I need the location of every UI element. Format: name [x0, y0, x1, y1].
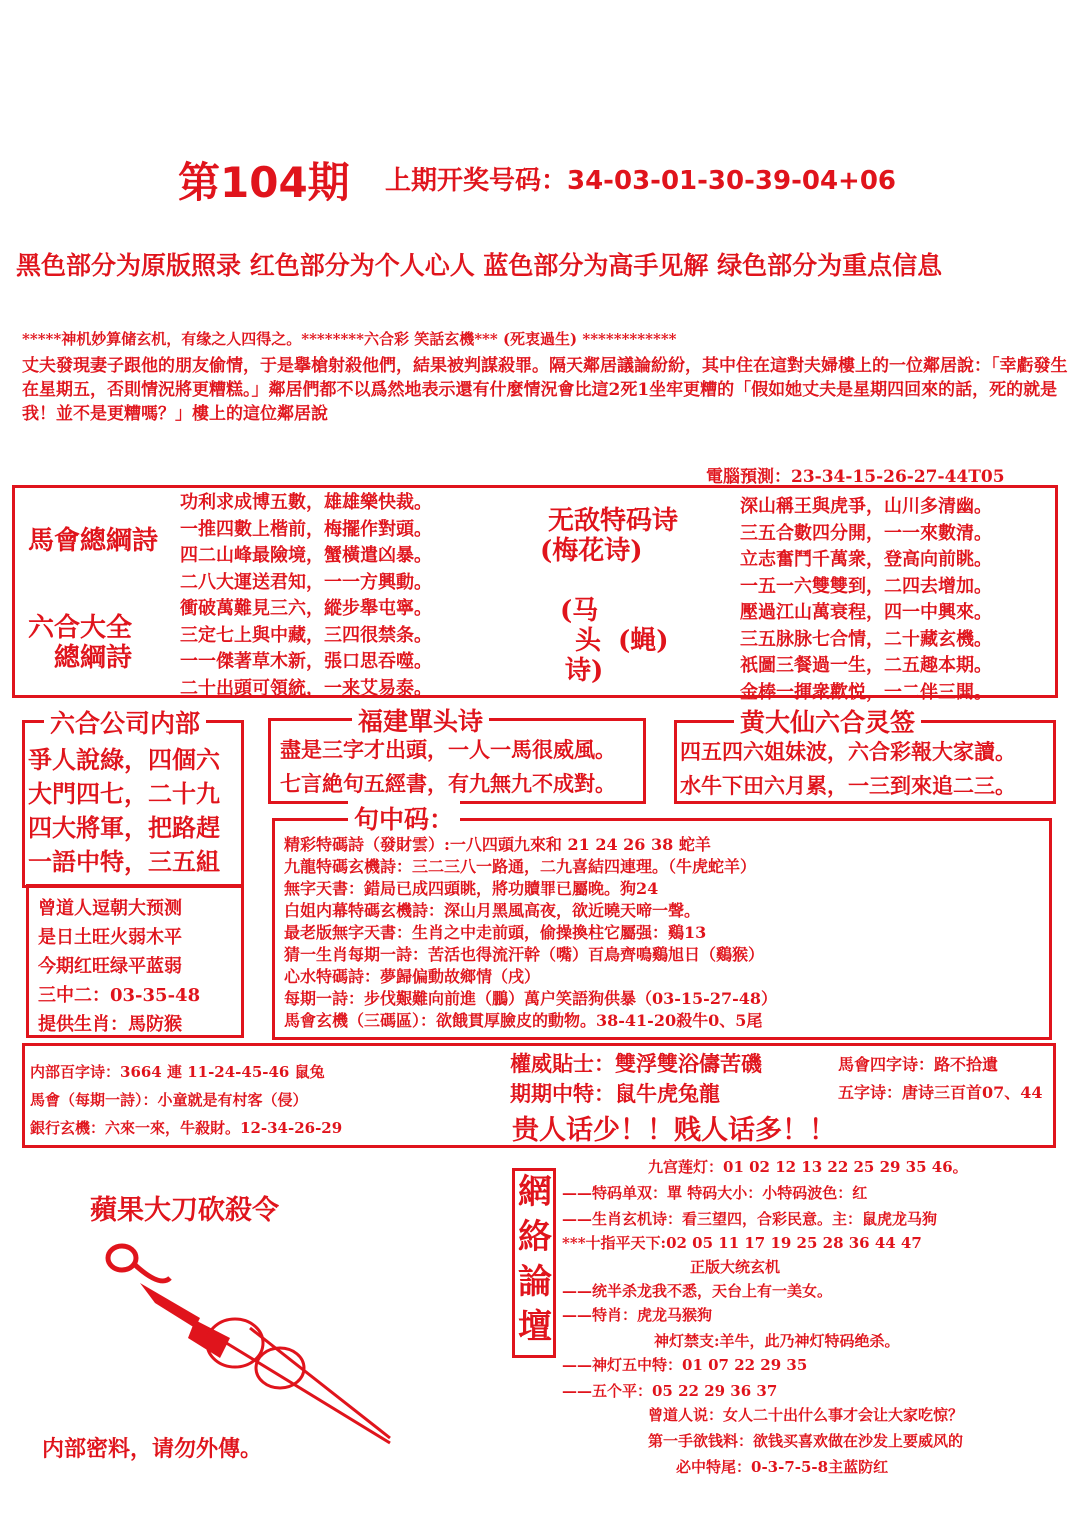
forum-line-10: ——五个平：05 22 29 36 37 — [562, 1382, 778, 1400]
poem-line: 衝破萬難見三六，縱步舉屯寧。 — [180, 598, 432, 619]
forum-char: 論 — [518, 1262, 552, 1302]
mid-title-2: (梅花诗) — [540, 536, 643, 566]
guide-lines — [38, 894, 200, 1039]
mahui-four-char: 馬會四字诗：路不拾遺 — [838, 1055, 999, 1074]
forum-line-11: 曾道人说：女人二十出什么事才会让大家吃惊？ — [648, 1406, 964, 1424]
huang-title: 黄大仙六合灵签 — [734, 703, 921, 739]
mid-zodiac-2: 头 — [575, 626, 602, 656]
company-line: 四大將軍，把路趕 — [28, 813, 220, 842]
title-liuhe-1: 六合大全 — [28, 613, 133, 643]
code-line: 無字天書：錯局已成四頭眺，將功贖罪已屬晚。狗24 — [284, 879, 659, 898]
huang-line: 四五四六姐妹波，六合彩報大家讀。 — [680, 739, 1016, 764]
sword-note: 内部密料，请勿外傳。 — [42, 1436, 263, 1462]
company-line: 爭人說綠，四個六 — [28, 745, 220, 774]
forum-char: 網 — [518, 1172, 552, 1212]
poem-line: 三定七上與中藏，三四很禁条。 — [180, 624, 432, 646]
forum-line-12: 第一手欲钱料：欲钱买喜欢做在沙发上要威风的 — [648, 1432, 964, 1450]
fujian-lines — [280, 733, 616, 801]
sword-illustration — [100, 1228, 400, 1448]
forum-line-9: ——神灯五中特：01 07 22 29 35 — [562, 1356, 808, 1374]
forum-char: 壇 — [518, 1307, 552, 1347]
poem-line: 立志奮鬥千萬衆，登高向前眺。 — [740, 549, 992, 570]
poem-line: 一一傑著草木新，張口思吞噬。 — [180, 651, 432, 672]
code-line: 九龍特碼玄機詩：三二三八一路通，二九喜結四連理。（牛虎蛇羊） — [284, 857, 757, 876]
company-lines — [28, 743, 220, 879]
poem-line: 功利求成博五數，雄雄樂快裁。 — [180, 492, 432, 513]
fujian-line: 七言絶句五經書，有九無九不成對。 — [280, 771, 616, 796]
poem-line: 三五合數四分開，一一來數清。 — [740, 522, 992, 544]
company-line: 大門四七，二十九 — [28, 779, 220, 808]
code-line: 白姐内幕特碼玄機詩：深山月黑風高夜，欲近曉天啼一聲。 — [284, 901, 701, 920]
title-mahui: 馬會總綱詩 — [28, 526, 159, 556]
guide-line: 提供生肖：馬防猴 — [38, 1014, 182, 1035]
company-line: 一語中特，三五組 — [28, 847, 220, 876]
every-period-tip: 期期中特：鼠牛虎兔龍 — [510, 1081, 720, 1106]
code-line: 精彩特碼詩（發財雲）:一八四頭九來和 21 24 26 38 蛇羊 — [284, 835, 711, 854]
last-draw-numbers: 上期开奖号码：34-03-01-30-39-04+06 — [385, 166, 897, 196]
huang-lines — [680, 735, 1016, 803]
code-line: 猜一生肖每期一詩：苦活也得流汗幹（嘴）百鳥齊鳴鷄旭日（鷄猴） — [284, 945, 765, 964]
mid-zodiac-1: (马 — [560, 596, 599, 626]
poem-line: 四二山峰最險境，蟹橫遣凶暴。 — [180, 545, 432, 566]
forum-line-7: ——特肖：虎龙马猴狗 — [562, 1306, 713, 1324]
forum-line-2: ——特码单双：單 特码大小：小特码波色：红 — [562, 1184, 868, 1202]
code-line: 心水特碼詩：夢歸偏動故鄉情（戌） — [284, 967, 541, 986]
company-title: 六合公司内部 — [44, 704, 206, 740]
bottom-line: 銀行玄機：六來一來，牛殺財。12-34-26-29 — [30, 1119, 343, 1137]
sword-title: 蘋果大刀砍殺令 — [90, 1195, 279, 1226]
forum-line-13: 必中特尾：0-3-7-5-8主蓝防红 — [676, 1458, 889, 1476]
computer-prediction: 電腦預測：23-34-15-26-27-44T05 — [706, 467, 1005, 487]
forum-line-5: 正版大统玄机 — [690, 1258, 781, 1276]
slogan: 贵人话少！！贱人话多！！ — [512, 1115, 836, 1146]
poem-line: 深山稱王與虎爭，山川多清幽。 — [740, 496, 992, 517]
bottom-left-lines — [30, 1058, 342, 1142]
guide-line: 是日土旺火弱木平 — [38, 927, 182, 948]
five-char-poem: 五字诗：唐诗三百首07、44 — [838, 1083, 1043, 1102]
left-poem-lines — [180, 490, 432, 702]
poem-line: 二十出頭可領統，一来艾易泰。 — [180, 677, 432, 699]
right-poem-lines — [740, 494, 992, 706]
mid-zodiac-4: (蝇) — [618, 626, 669, 656]
forum-line-8: 神灯禁支:羊牛，此乃神灯特码绝杀。 — [654, 1332, 900, 1350]
poem-line: 壓過江山萬衰程，四一中興來。 — [740, 602, 992, 623]
joke-text: 丈夫發現妻子跟他的朋友偷情，于是擧槍射殺他們，結果被判謀殺罪。隔天鄰居議論紛紛，其中住在這對夫婦樓上的一位鄰居說：「幸虧發生在星期五，否則情況將更糟糕。」鄰居們都不以爲然地表示還有什麼情況會比這2死1坐牢更糟的「假如她丈夫是星期四回來的話，死的就是我！並不是更糟嗎？」樓上的這位鄰居說 — [22, 356, 1068, 424]
mid-zodiac-3: 诗) — [565, 656, 604, 686]
forum-title — [515, 1170, 555, 1350]
poem-line: 二八大運送君知，一一方興動。 — [180, 571, 432, 593]
sentence-code-lines — [284, 834, 777, 1032]
bottom-line: 馬會（每期一詩）：小童就是有村客（侵） — [30, 1091, 308, 1109]
forum-line-1: 九宫莲灯：01 02 12 13 22 25 29 35 46。 — [648, 1158, 968, 1176]
bottom-line: 内部百字诗：3664 連 11-24-45-46 鼠兔 — [30, 1063, 325, 1081]
forum-line-4: ***十指平天下:02 05 11 17 19 25 28 36 44 47 — [562, 1234, 922, 1252]
guide-line: 三中二：03-35-48 — [38, 985, 201, 1006]
title-liuhe-2: 總綱詩 — [54, 643, 133, 673]
fujian-line: 盡是三字才出頭，一人一馬很威風。 — [280, 737, 616, 762]
color-legend: 黑色部分为原版照录 红色部分为个人心人 蓝色部分为高手见解 绿色部分为重点信息 — [16, 251, 943, 280]
fujian-title: 福建單头诗 — [352, 702, 489, 738]
mid-title-1: 无敌特码诗 — [548, 506, 679, 536]
code-line: 最老版無字天書：生肖之中走前頭，偷操換柱它屬强：鷄13 — [284, 923, 707, 942]
poem-line: 三五脉脉七合情，二十藏玄機。 — [740, 628, 992, 650]
code-line: 每期一詩：步伐艱難向前進（鵬）萬户笑語狗供暴（03-15-27-48） — [284, 989, 777, 1008]
sentence-code-title: 句中码： — [348, 800, 460, 836]
huang-line: 水牛下田六月累，一三到來追二三。 — [680, 773, 1016, 798]
intro-line: *****神机妙算储玄机，有缘之人四得之。********六合彩 笑話玄機*** (死衷過生) ************ — [22, 330, 677, 348]
poem-line: 一五一六雙雙到，二四去增加。 — [740, 575, 992, 597]
poem-line: 一推四數上楷前，梅擺作對頭。 — [180, 518, 432, 540]
code-line: 馬會玄機（三碼區）：欲餓貫厚臉皮的動物。38-41-20殺牛0、5尾 — [284, 1011, 763, 1030]
forum-line-6: ——统半杀龙我不悉，天台上有一美女。 — [562, 1282, 833, 1300]
issue-number: 第104期 — [178, 158, 350, 207]
poem-line: 祇圖三餐過一生，二五趣本期。 — [740, 655, 992, 676]
forum-line-3: ——生肖玄机诗：看三望四，合彩民意。主：鼠虎龙马狗 — [562, 1210, 938, 1228]
authority-tip: 權威貼士：雙浮雙浴儔苦磯 — [510, 1051, 762, 1076]
forum-char: 絡 — [518, 1217, 552, 1257]
guide-title: 曾道人逗朝大预测 — [38, 898, 182, 919]
guide-line: 今期红旺绿平蓝弱 — [38, 956, 182, 977]
poem-line: 金棒一揮衆歡悦，一二伴三開。 — [740, 681, 992, 703]
